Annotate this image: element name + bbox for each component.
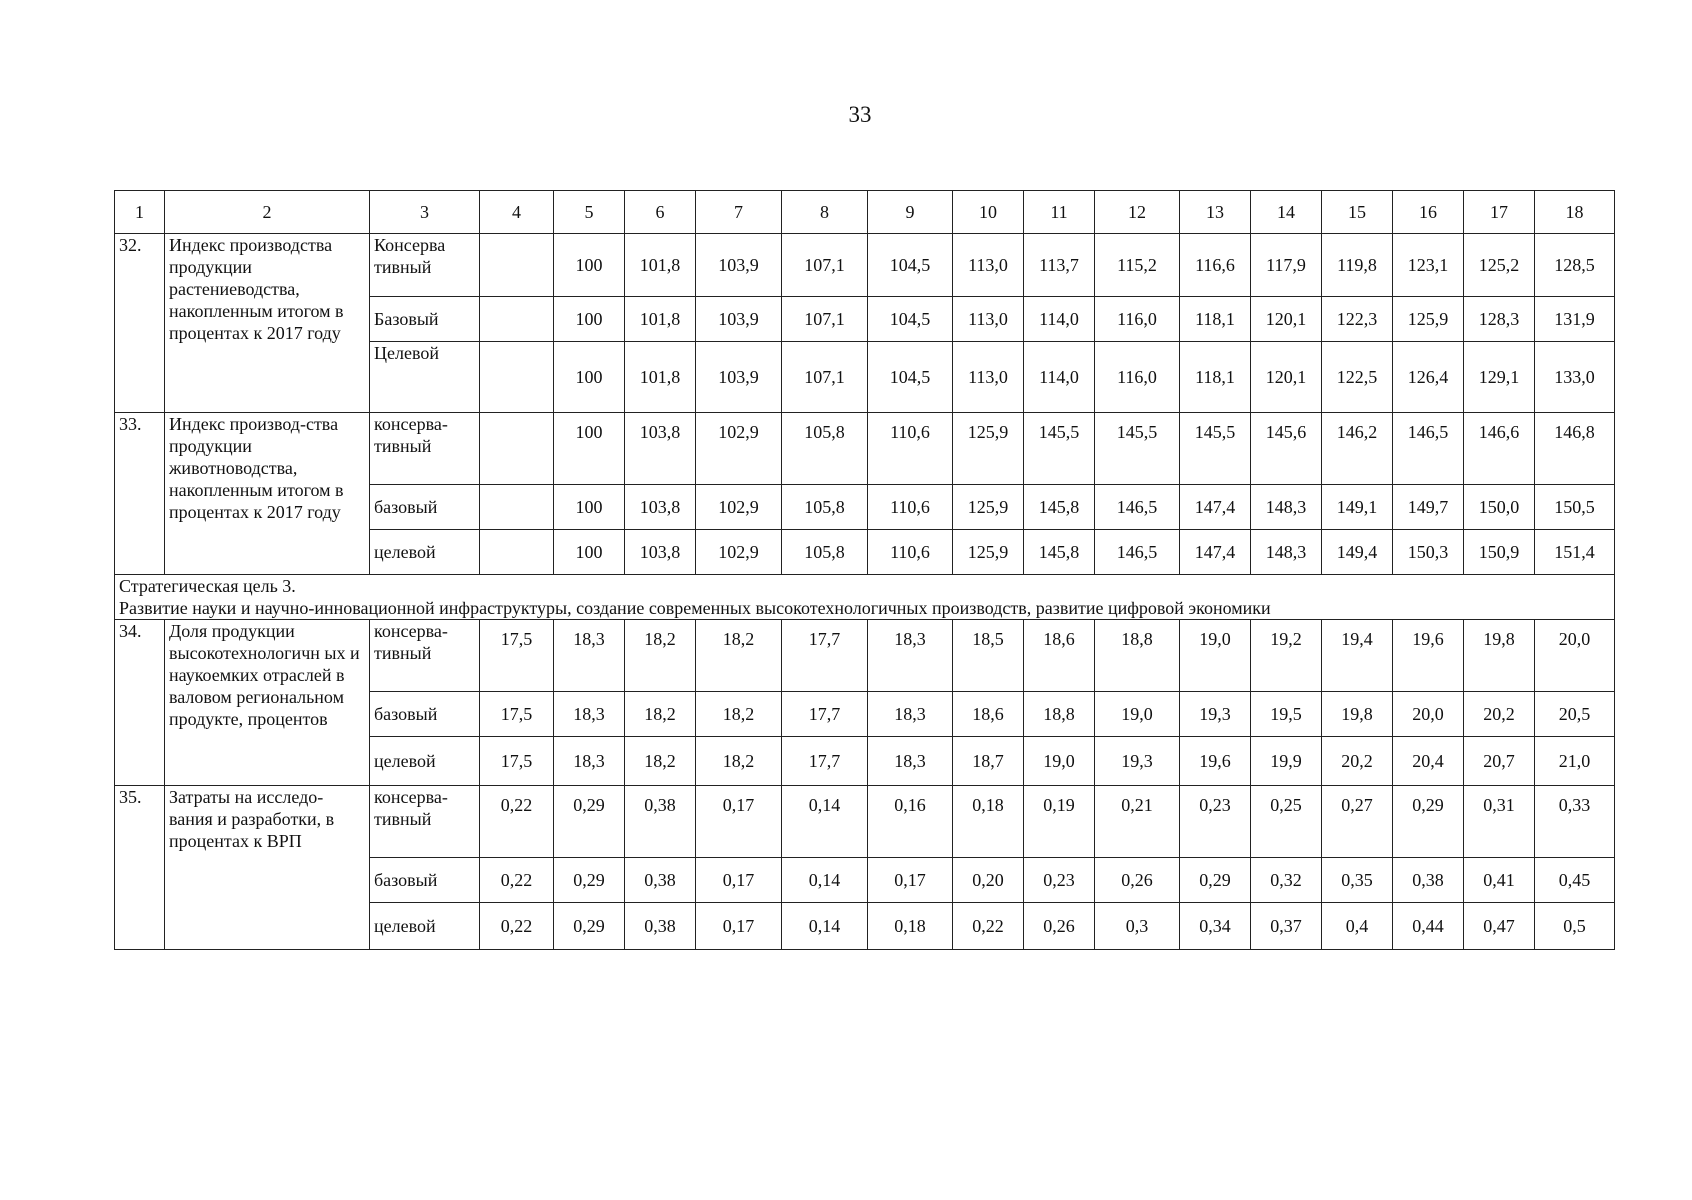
value-cell: 18,3: [868, 737, 953, 786]
indicator-name: Индекс производ-ства продукции животноводства, накопленным итогом в процентах к 2017 году: [165, 413, 370, 575]
header-cell: 4: [480, 191, 554, 234]
value-cell: 125,9: [953, 530, 1024, 575]
value-cell: [480, 342, 554, 413]
value-cell: 123,1: [1393, 234, 1464, 297]
value-cell: 20,2: [1464, 692, 1535, 737]
header-cell: 8: [782, 191, 868, 234]
value-cell: 100: [554, 342, 625, 413]
value-cell: 145,8: [1024, 485, 1095, 530]
table-row: [115, 786, 1615, 858]
value-cell: 0,45: [1535, 858, 1615, 903]
value-cell: 107,1: [782, 342, 868, 413]
value-cell: 115,2: [1095, 234, 1180, 297]
value-cell: 113,0: [953, 234, 1024, 297]
scenario-label: Целевой: [370, 342, 480, 413]
indicator-name: Доля продукции высокотехнологичн ых и наукоемких отраслей в валовом региональном продукте, процентов: [165, 620, 370, 786]
value-cell: 149,4: [1322, 530, 1393, 575]
value-cell: 0,17: [696, 858, 782, 903]
value-cell: 17,5: [480, 737, 554, 786]
value-cell: 18,6: [1024, 620, 1095, 692]
value-cell: 146,5: [1095, 485, 1180, 530]
value-cell: 110,6: [868, 530, 953, 575]
value-cell: 0,18: [868, 903, 953, 950]
value-cell: 0,20: [953, 858, 1024, 903]
value-cell: 102,9: [696, 413, 782, 485]
table-row: [115, 234, 1615, 297]
value-cell: 17,7: [782, 737, 868, 786]
value-cell: 129,1: [1464, 342, 1535, 413]
value-cell: 19,9: [1251, 737, 1322, 786]
header-row: [115, 191, 1615, 234]
value-cell: 19,3: [1095, 737, 1180, 786]
value-cell: 151,4: [1535, 530, 1615, 575]
goal-description: Развитие науки и научно-инновационной инфраструктуры, создание современных высокотехнологичных производств, развитие цифровой экономики: [119, 598, 1271, 618]
indicator-name: Затраты на исследо-вания и разработки, в процентах к ВРП: [165, 786, 370, 950]
value-cell: 0,32: [1251, 858, 1322, 903]
value-cell: 18,2: [625, 692, 696, 737]
strategic-goal-row: [115, 575, 1615, 620]
value-cell: 100: [554, 485, 625, 530]
value-cell: 110,6: [868, 485, 953, 530]
page-number: 33: [848, 102, 872, 127]
value-cell: 18,2: [696, 620, 782, 692]
scenario-label: целевой: [370, 903, 480, 950]
value-cell: 103,9: [696, 234, 782, 297]
value-cell: 128,5: [1535, 234, 1615, 297]
value-cell: 103,8: [625, 530, 696, 575]
value-cell: 20,5: [1535, 692, 1615, 737]
value-cell: 19,6: [1180, 737, 1251, 786]
value-cell: 116,0: [1095, 297, 1180, 342]
value-cell: 0,44: [1393, 903, 1464, 950]
value-cell: 101,8: [625, 234, 696, 297]
table-row: [115, 413, 1615, 485]
value-cell: 18,8: [1024, 692, 1095, 737]
value-cell: 0,29: [554, 786, 625, 858]
value-cell: 21,0: [1535, 737, 1615, 786]
value-cell: [480, 297, 554, 342]
value-cell: 122,3: [1322, 297, 1393, 342]
value-cell: 102,9: [696, 485, 782, 530]
value-cell: 120,1: [1251, 342, 1322, 413]
value-cell: 19,2: [1251, 620, 1322, 692]
value-cell: 105,8: [782, 530, 868, 575]
value-cell: [480, 485, 554, 530]
scenario-label: базовый: [370, 692, 480, 737]
value-cell: 114,0: [1024, 342, 1095, 413]
value-cell: 18,3: [868, 692, 953, 737]
table-row: [115, 620, 1615, 692]
scenario-label: консерва-тивный: [370, 413, 480, 485]
value-cell: 0,27: [1322, 786, 1393, 858]
value-cell: 146,6: [1464, 413, 1535, 485]
value-cell: 0,22: [480, 858, 554, 903]
value-cell: 18,2: [696, 737, 782, 786]
scenario-label: целевой: [370, 737, 480, 786]
row-index: 35.: [115, 786, 165, 950]
value-cell: 19,8: [1322, 692, 1393, 737]
value-cell: 0,38: [625, 858, 696, 903]
value-cell: 113,7: [1024, 234, 1095, 297]
value-cell: 119,8: [1322, 234, 1393, 297]
value-cell: 125,9: [953, 485, 1024, 530]
value-cell: 19,3: [1180, 692, 1251, 737]
value-cell: 18,2: [625, 620, 696, 692]
value-cell: 145,8: [1024, 530, 1095, 575]
header-cell: 1: [115, 191, 165, 234]
value-cell: 146,8: [1535, 413, 1615, 485]
value-cell: 145,6: [1251, 413, 1322, 485]
value-cell: 19,4: [1322, 620, 1393, 692]
value-cell: 100: [554, 297, 625, 342]
value-cell: 100: [554, 413, 625, 485]
value-cell: 107,1: [782, 297, 868, 342]
header-cell: 13: [1180, 191, 1251, 234]
value-cell: 0,38: [1393, 858, 1464, 903]
value-cell: 0,26: [1095, 858, 1180, 903]
value-cell: 103,8: [625, 413, 696, 485]
value-cell: 107,1: [782, 234, 868, 297]
value-cell: 101,8: [625, 297, 696, 342]
header-cell: 5: [554, 191, 625, 234]
value-cell: 116,0: [1095, 342, 1180, 413]
value-cell: 17,7: [782, 692, 868, 737]
value-cell: 122,5: [1322, 342, 1393, 413]
value-cell: 131,9: [1535, 297, 1615, 342]
value-cell: 150,9: [1464, 530, 1535, 575]
value-cell: 0,3: [1095, 903, 1180, 950]
value-cell: 0,14: [782, 858, 868, 903]
value-cell: 147,4: [1180, 530, 1251, 575]
header-cell: 14: [1251, 191, 1322, 234]
value-cell: 150,0: [1464, 485, 1535, 530]
value-cell: 0,29: [554, 903, 625, 950]
value-cell: [480, 234, 554, 297]
scenario-label: консерва-тивный: [370, 620, 480, 692]
value-cell: 103,9: [696, 342, 782, 413]
value-cell: 146,2: [1322, 413, 1393, 485]
scenario-label: базовый: [370, 485, 480, 530]
header-cell: 17: [1464, 191, 1535, 234]
value-cell: 103,9: [696, 297, 782, 342]
value-cell: 20,2: [1322, 737, 1393, 786]
value-cell: 0,25: [1251, 786, 1322, 858]
header-cell: 7: [696, 191, 782, 234]
value-cell: 0,22: [953, 903, 1024, 950]
scenario-label: целевой: [370, 530, 480, 575]
value-cell: 117,9: [1251, 234, 1322, 297]
value-cell: 18,3: [554, 620, 625, 692]
value-cell: 148,3: [1251, 485, 1322, 530]
row-index: 33.: [115, 413, 165, 575]
value-cell: 19,6: [1393, 620, 1464, 692]
value-cell: 100: [554, 530, 625, 575]
value-cell: 113,0: [953, 297, 1024, 342]
value-cell: 19,5: [1251, 692, 1322, 737]
value-cell: 20,0: [1393, 692, 1464, 737]
value-cell: 0,19: [1024, 786, 1095, 858]
value-cell: 0,22: [480, 903, 554, 950]
scenario-label: базовый: [370, 858, 480, 903]
value-cell: 18,2: [625, 737, 696, 786]
value-cell: 0,23: [1024, 858, 1095, 903]
value-cell: 146,5: [1393, 413, 1464, 485]
value-cell: 145,5: [1180, 413, 1251, 485]
value-cell: 104,5: [868, 234, 953, 297]
value-cell: 128,3: [1464, 297, 1535, 342]
value-cell: 0,34: [1180, 903, 1251, 950]
header-cell: 2: [165, 191, 370, 234]
value-cell: 18,7: [953, 737, 1024, 786]
value-cell: 148,3: [1251, 530, 1322, 575]
value-cell: 19,8: [1464, 620, 1535, 692]
header-cell: 10: [953, 191, 1024, 234]
value-cell: 149,1: [1322, 485, 1393, 530]
value-cell: 147,4: [1180, 485, 1251, 530]
value-cell: 104,5: [868, 297, 953, 342]
header-cell: 3: [370, 191, 480, 234]
header-cell: 18: [1535, 191, 1615, 234]
value-cell: 105,8: [782, 413, 868, 485]
value-cell: 18,5: [953, 620, 1024, 692]
row-index: 34.: [115, 620, 165, 786]
value-cell: 18,3: [868, 620, 953, 692]
strategic-goal: [115, 575, 1615, 620]
value-cell: 118,1: [1180, 297, 1251, 342]
value-cell: 18,6: [953, 692, 1024, 737]
value-cell: 0,21: [1095, 786, 1180, 858]
header-cell: 16: [1393, 191, 1464, 234]
value-cell: 133,0: [1535, 342, 1615, 413]
value-cell: 0,23: [1180, 786, 1251, 858]
header-cell: 15: [1322, 191, 1393, 234]
value-cell: 126,4: [1393, 342, 1464, 413]
value-cell: 0,47: [1464, 903, 1535, 950]
value-cell: 113,0: [953, 342, 1024, 413]
value-cell: 20,7: [1464, 737, 1535, 786]
value-cell: 18,8: [1095, 620, 1180, 692]
goal-title: Стратегическая цель 3.: [119, 576, 296, 596]
value-cell: 0,37: [1251, 903, 1322, 950]
value-cell: 0,14: [782, 903, 868, 950]
value-cell: 0,29: [1180, 858, 1251, 903]
value-cell: 0,38: [625, 786, 696, 858]
value-cell: 145,5: [1095, 413, 1180, 485]
scenario-label: консерва-тивный: [370, 786, 480, 858]
scenario-label: Консерва тивный: [370, 234, 480, 297]
value-cell: 125,2: [1464, 234, 1535, 297]
value-cell: 0,29: [554, 858, 625, 903]
indicators-table: [114, 190, 1615, 950]
value-cell: 110,6: [868, 413, 953, 485]
value-cell: 0,16: [868, 786, 953, 858]
value-cell: 150,5: [1535, 485, 1615, 530]
value-cell: 20,4: [1393, 737, 1464, 786]
value-cell: 0,41: [1464, 858, 1535, 903]
value-cell: 17,5: [480, 620, 554, 692]
value-cell: 0,18: [953, 786, 1024, 858]
value-cell: 19,0: [1180, 620, 1251, 692]
value-cell: 125,9: [1393, 297, 1464, 342]
value-cell: 18,3: [554, 692, 625, 737]
value-cell: 125,9: [953, 413, 1024, 485]
value-cell: 104,5: [868, 342, 953, 413]
value-cell: 103,8: [625, 485, 696, 530]
value-cell: 118,1: [1180, 342, 1251, 413]
header-cell: 9: [868, 191, 953, 234]
scenario-label: Базовый: [370, 297, 480, 342]
value-cell: 114,0: [1024, 297, 1095, 342]
value-cell: 146,5: [1095, 530, 1180, 575]
value-cell: 0,33: [1535, 786, 1615, 858]
value-cell: 20,0: [1535, 620, 1615, 692]
value-cell: 0,38: [625, 903, 696, 950]
value-cell: 17,5: [480, 692, 554, 737]
value-cell: 0,5: [1535, 903, 1615, 950]
value-cell: 149,7: [1393, 485, 1464, 530]
value-cell: 0,17: [868, 858, 953, 903]
indicator-name: Индекс производства продукции растениеводства, накопленным итогом в процентах к 2017 году: [165, 234, 370, 413]
value-cell: 0,31: [1464, 786, 1535, 858]
value-cell: [480, 413, 554, 485]
value-cell: 0,14: [782, 786, 868, 858]
value-cell: 18,3: [554, 737, 625, 786]
value-cell: 0,29: [1393, 786, 1464, 858]
value-cell: 0,17: [696, 903, 782, 950]
value-cell: 101,8: [625, 342, 696, 413]
value-cell: 0,4: [1322, 903, 1393, 950]
row-index: 32.: [115, 234, 165, 413]
value-cell: 19,0: [1095, 692, 1180, 737]
value-cell: 17,7: [782, 620, 868, 692]
value-cell: 100: [554, 234, 625, 297]
header-cell: 6: [625, 191, 696, 234]
value-cell: 19,0: [1024, 737, 1095, 786]
value-cell: 0,17: [696, 786, 782, 858]
value-cell: 18,2: [696, 692, 782, 737]
value-cell: 120,1: [1251, 297, 1322, 342]
value-cell: 145,5: [1024, 413, 1095, 485]
value-cell: 116,6: [1180, 234, 1251, 297]
value-cell: 105,8: [782, 485, 868, 530]
value-cell: 0,26: [1024, 903, 1095, 950]
value-cell: [480, 530, 554, 575]
value-cell: 150,3: [1393, 530, 1464, 575]
header-cell: 12: [1095, 191, 1180, 234]
value-cell: 102,9: [696, 530, 782, 575]
value-cell: 0,35: [1322, 858, 1393, 903]
header-cell: 11: [1024, 191, 1095, 234]
value-cell: 0,22: [480, 786, 554, 858]
